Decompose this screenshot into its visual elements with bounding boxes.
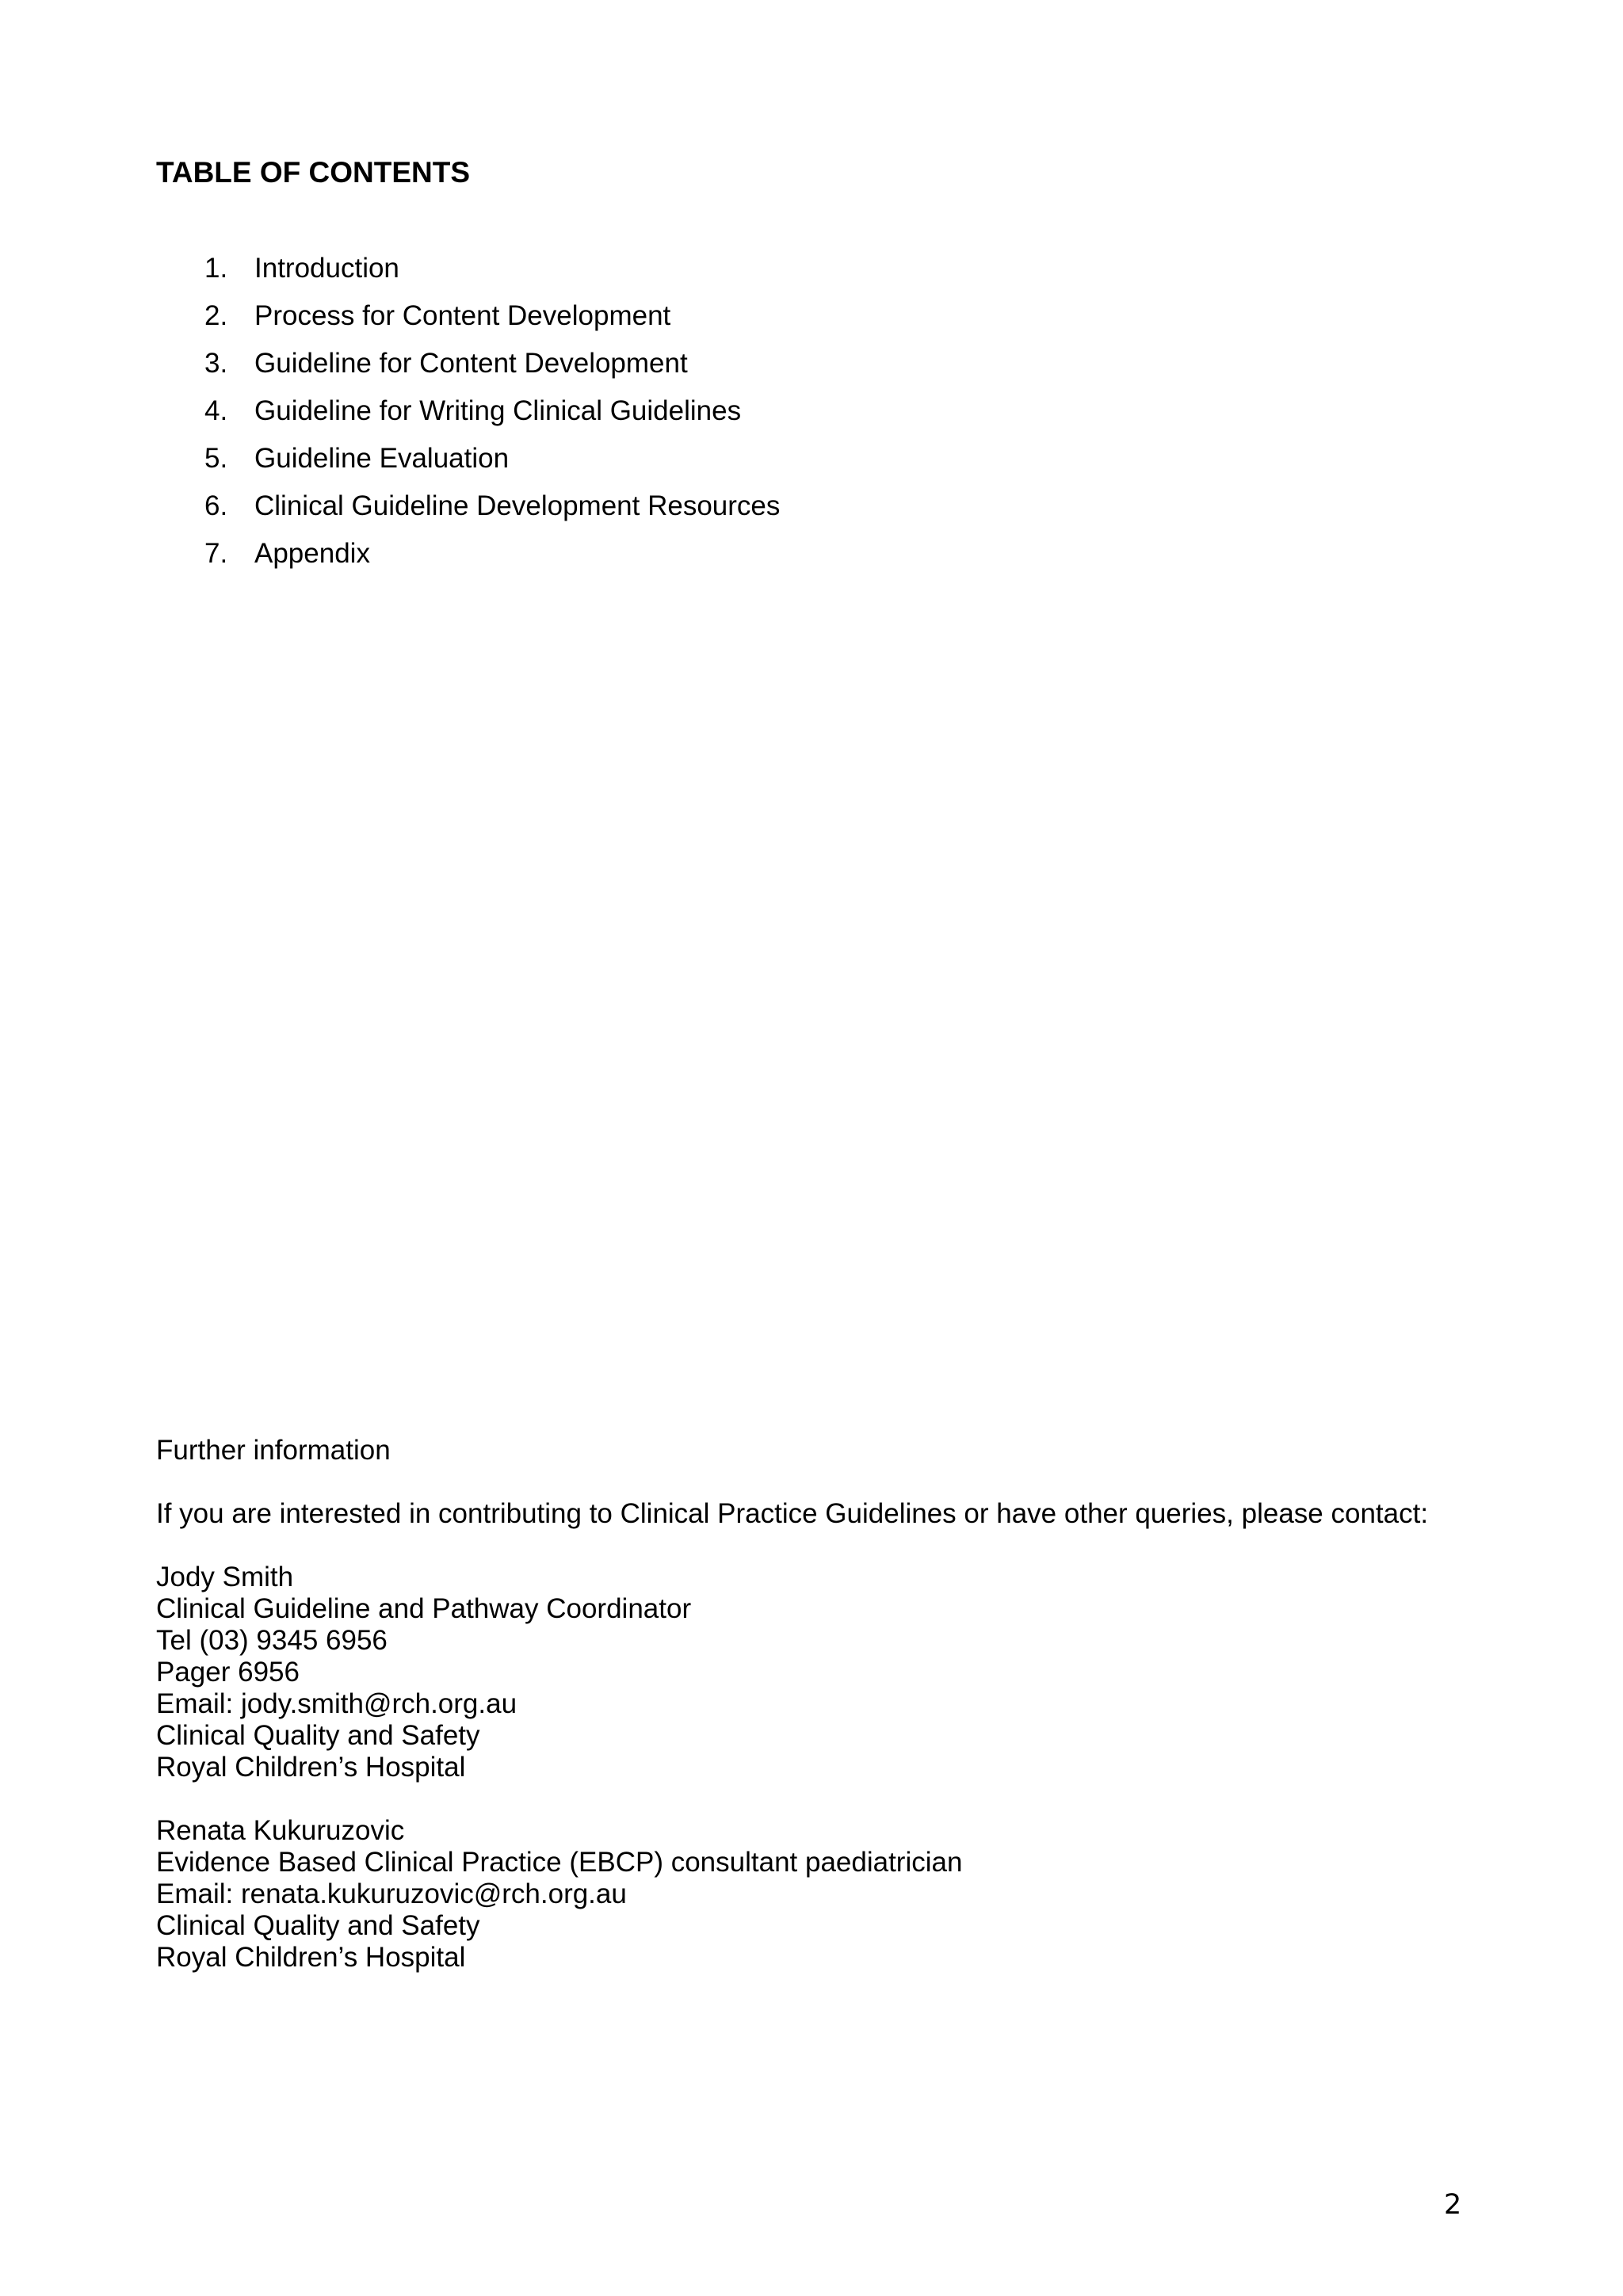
toc-item-label: Guideline Evaluation	[254, 443, 510, 474]
contact-department: Clinical Quality and Safety	[156, 1720, 480, 1751]
toc-item-number: 4.	[204, 395, 228, 426]
contact-name: Jody Smith	[156, 1562, 294, 1592]
contact-phone: Tel (03) 9345 6956	[156, 1625, 388, 1656]
contact-card-jody-smith	[156, 1562, 691, 1783]
toc-item-number: 7.	[204, 538, 228, 569]
page-number: 2	[1444, 2189, 1462, 2221]
toc-item-number: 5.	[204, 443, 228, 474]
contact-intro-text: If you are interested in contributing to Clinical Practice Guidelines or have other queries, please contact:	[156, 1498, 1429, 1529]
toc-item-label: Clinical Guideline Development Resources	[254, 490, 781, 521]
further-info-heading: Further information	[156, 1435, 391, 1466]
toc-item-number: 6.	[204, 490, 228, 521]
toc-item-label: Process for Content Development	[254, 300, 671, 331]
contact-email: Email: jody.smith@rch.org.au	[156, 1688, 517, 1719]
contact-department: Clinical Quality and Safety	[156, 1910, 480, 1941]
toc-item-label: Guideline for Writing Clinical Guidelines	[254, 395, 742, 426]
contact-name: Renata Kukuruzovic	[156, 1815, 405, 1846]
contact-pager: Pager 6956	[156, 1657, 300, 1688]
contact-email: Email: renata.kukuruzovic@rch.org.au	[156, 1878, 627, 1909]
toc-item-number: 1.	[204, 253, 228, 284]
contact-card-renata-kukuruzovic	[156, 1815, 962, 1974]
contact-organisation: Royal Children’s Hospital	[156, 1942, 466, 1973]
contact-role: Clinical Guideline and Pathway Coordinator	[156, 1593, 692, 1624]
toc-item-number: 2.	[204, 300, 228, 331]
contact-role: Evidence Based Clinical Practice (EBCP) consultant paediatrician	[156, 1847, 963, 1878]
toc-heading: TABLE OF CONTENTS	[156, 156, 471, 189]
toc-item-label: Guideline for Content Development	[254, 348, 688, 379]
contact-organisation: Royal Children’s Hospital	[156, 1752, 466, 1783]
toc-item-label: Introduction	[254, 253, 399, 284]
toc-item-number: 3.	[204, 348, 228, 379]
toc-item-label: Appendix	[254, 538, 370, 569]
